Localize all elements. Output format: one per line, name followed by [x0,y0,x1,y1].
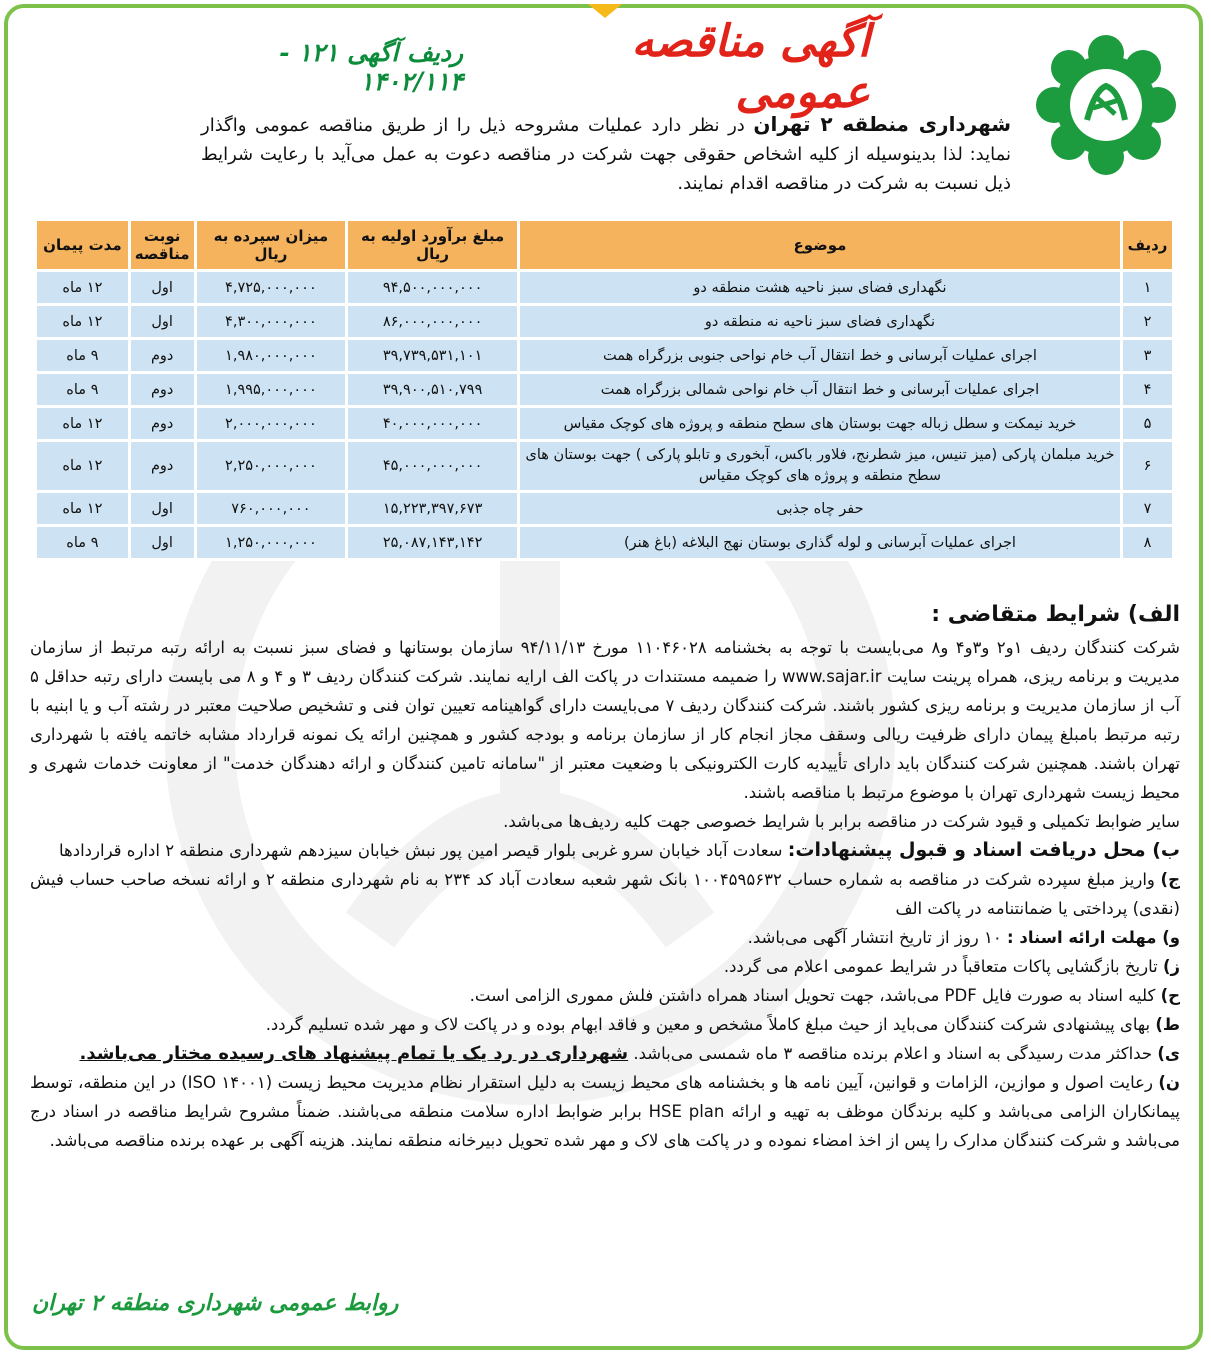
cell-round: اول [129,271,195,305]
cell-row: ۴ [1122,373,1174,407]
section-i-label: ن) [1158,1073,1180,1092]
cell-duration: ۱۲ ماه [36,305,130,339]
cell-subject: حفر چاه جذبی [518,492,1121,526]
cell-duration: ۱۲ ماه [36,407,130,441]
table-row [36,526,1174,560]
table-row [36,305,1174,339]
intro-paragraph [201,110,1011,198]
cell-deposit: ۱,۹۸۰,۰۰۰,۰۰۰ [195,339,347,373]
intro-lead: شهرداری منطقه ۲ تهران [753,112,1011,136]
ad-title [170,16,870,118]
cell-round: دوم [129,407,195,441]
cell-subject: خرید مبلمان پارکی (میز تنیس، میز شطرنج، فلاور باکس، آبخوری و تابلو پارکی ) جهت بوستان های سطح منطقه و پروژه های کوچک مقیاس [518,441,1121,492]
table-row [36,339,1174,373]
cell-row: ۷ [1122,492,1174,526]
title-subtitle: ردیف آگهی ۱۲۱ - ۱۴۰۲/۱۱۴ [279,38,464,96]
section-a-extra: سایر ضوابط تکمیلی و قیود شرکت در مناقصه برابر با شرایط خصوصی جهت کلیه ردیف‌ها می‌باشد. [503,812,1180,831]
section-h-text: حداکثر مدت رسیدگی به اسناد و اعلام برنده مناقصه ۳ ماه شمسی می‌باشد. [628,1044,1158,1063]
table-row [36,492,1174,526]
col-header-deposit: میزان سپرده به ریال [195,220,347,271]
section-h-bold: شهرداری در رد یک یا تمام پیشنهاد های رسیده مختار می‌باشد. [79,1043,629,1064]
cell-subject: اجرای عملیات آبرسانی و لوله گذاری بوستان نهج البلاغه (باغ هنر) [518,526,1121,560]
section-b [30,836,1180,865]
cell-round: دوم [129,339,195,373]
section-g-text: بهای پیشنهادی شرکت کنندگان می‌باید از حیث مبلغ کاملاً مشخص و معین و فاقد ابهام بوده و در پاکت لاک و مهر شده تسلیم گردد. [265,1015,1156,1034]
section-f-label: ح) [1160,986,1180,1005]
cell-estimate: ۲۵,۰۸۷,۱۴۳,۱۴۲ [347,526,519,560]
section-f-text: کلیه اسناد به صورت فایل PDF می‌باشد، جهت تحویل اسناد همراه داشتن فلش مموری الزامی است. [469,986,1161,1005]
footer-signature: روابط عمومی شهرداری منطقه ۲ تهران [32,1290,399,1316]
cell-round: اول [129,492,195,526]
cell-subject: خرید نیمکت و سطل زباله جهت بوستان های سطح منطقه و پروژه های کوچک مقیاس [518,407,1121,441]
section-c-label: ج) [1160,870,1180,889]
cell-deposit: ۲,۲۵۰,۰۰۰,۰۰۰ [195,441,347,492]
section-a-title: الف) شرایط متقاضی : [931,602,1180,627]
cell-estimate: ۴۵,۰۰۰,۰۰۰,۰۰۰ [347,441,519,492]
section-g-label: ط) [1155,1015,1180,1034]
cell-deposit: ۱,۲۵۰,۰۰۰,۰۰۰ [195,526,347,560]
col-header-row: ردیف [1122,220,1174,271]
col-header-estimate: مبلغ برآورد اولیه به ریال [347,220,519,271]
section-d-text: ۱۰ روز از تاریخ انتشار آگهی می‌باشد. [747,928,1008,947]
section-e-text: تاریخ بازگشایی پاکات متعاقباً در شرایط عمومی اعلام می گردد. [723,957,1163,976]
section-h-label: ی) [1157,1044,1180,1063]
section-a-text: شرکت کنندگان ردیف ۱و۲ و۳و۴ و۸ می‌بایست با توجه به بخشنامه ۱۱۰۴۶۰۲۸ مورخ ۹۴/۱۱/۱۳ سازمان بوستانها و فضای سبز نسبت به ارائه رتبه مرتبط از سازمان مدیریت و برنامه ریزی، همراه پرینت سایت www.sajar.ir را ضمیمه مستندات در پاکت الف ارایه نمایند. شرکت کنندگان ردیف ۳ و ۴ و ۸ می بایست دارای رتبه حداقل ۵ آب از سازمان مدیریت و برنامه ریزی کشور باشند. شرکت کنندگان ردیف ۷ می‌بایست دارای گواهینامه تعیین توان فنی و تشخیص صلاحیت معتبر در رشته آب و یا ابنیه با رتبه مرتبط بامبلغ پیمان دارای ظرفیت ریالی وسقف مجاز انجام کار از سازمان برنامه و بودجه کشور و همچنین ارائه یک نمونه قرارداد مشابه خاتمه یافته با شهرداری تهران باشند. همچنین شرکت کنندگان باید دارای تأییدیه کارت الکترونیکی با وضعیت معتبر از "سامانه تامین کنندگان و ارائه دهندگان خدمت" از معاونت خدمات شهری و محیط زیست شهرداری تهران با موضوع مرتبط با مناقصه باشند. [30,638,1181,802]
cell-estimate: ۸۶,۰۰۰,۰۰۰,۰۰۰ [347,305,519,339]
cell-round: دوم [129,373,195,407]
section-c [30,865,1180,923]
section-e [30,952,1180,981]
cell-round: اول [129,526,195,560]
title-main: آگهی مناقصه عمومی [631,16,870,118]
cell-duration: ۹ ماه [36,373,130,407]
cell-duration: ۱۲ ماه [36,441,130,492]
cell-round: دوم [129,441,195,492]
section-b-label: ب) محل دریافت اسناد و قبول پیشنهادات: [787,839,1180,861]
section-g [30,1010,1180,1039]
municipality-logo-icon [1035,34,1177,176]
cell-estimate: ۳۹,۷۳۹,۵۳۱,۱۰۱ [347,339,519,373]
table-row [36,441,1174,492]
section-f [30,981,1180,1010]
section-d [30,923,1180,952]
table-header-row [36,220,1174,271]
tender-table [34,218,1175,561]
table-row [36,407,1174,441]
cell-row: ۳ [1122,339,1174,373]
conditions-section [30,600,1180,1155]
intro-text: در نظر دارد عملیات مشروحه ذیل را از طریق مناقصه عمومی واگذار نماید: لذا بدینوسیله از کلیه اشخاص حقوقی جهت شرکت در مناقصه دعوت به عمل می‌آید با رعایت شرایط ذیل نسبت به شرکت در مناقصه اقدام نمایند. [201,115,1011,194]
col-header-round: نوبت مناقصه [129,220,195,271]
cell-row: ۲ [1122,305,1174,339]
table-row [36,271,1174,305]
section-h [30,1039,1180,1068]
col-header-duration: مدت پیمان [36,220,130,271]
cell-deposit: ۱,۹۹۵,۰۰۰,۰۰۰ [195,373,347,407]
cell-estimate: ۱۵,۲۲۳,۳۹۷,۶۷۳ [347,492,519,526]
cell-subject: نگهداری فضای سبز ناحیه هشت منطقه دو [518,271,1121,305]
cell-estimate: ۳۹,۹۰۰,۵۱۰,۷۹۹ [347,373,519,407]
cell-subject: نگهداری فضای سبز ناحیه نه منطقه دو [518,305,1121,339]
cell-deposit: ۴,۷۲۵,۰۰۰,۰۰۰ [195,271,347,305]
cell-deposit: ۲,۰۰۰,۰۰۰,۰۰۰ [195,407,347,441]
cell-deposit: ۷۶۰,۰۰۰,۰۰۰ [195,492,347,526]
section-b-text: سعادت آباد خیابان سرو غربی بلوار قیصر امین پور نبش خیابان سیزدهم شهرداری منطقه ۲ اداره قراردادها [59,841,788,860]
cell-deposit: ۴,۳۰۰,۰۰۰,۰۰۰ [195,305,347,339]
cell-duration: ۹ ماه [36,526,130,560]
cell-estimate: ۴۰,۰۰۰,۰۰۰,۰۰۰ [347,407,519,441]
cell-row: ۵ [1122,407,1174,441]
section-i [30,1068,1180,1155]
section-i-text: رعایت اصول و موازین، الزامات و قوانین، آیین نامه ها و بخشنامه های محیط زیست به دلیل استقرار نظام مدیریت محیط زیست (ISO ۱۴۰۰۱) در این منطقه، توسط پیمانکاران الزامی می‌باشد و کلیه برندگان موظف به تهیه و ارائه HSE plan برابر ضوابط اداره سلامت منطقه می‌باشند. ضمناً مشروح شرایط مناقصه در اسناد درج می‌باشد و شرکت کنندگان مدارک را پس از اخذ امضاء نموده و در پاکت های لاک و مهر شده تحویل دبیرخانه منطقه نمایند. هزینه آگهی بر عهده برنده مناقصه می‌باشد. [30,1073,1180,1150]
cell-row: ۱ [1122,271,1174,305]
cell-duration: ۱۲ ماه [36,271,130,305]
section-e-label: ز) [1162,957,1180,976]
table-row [36,373,1174,407]
cell-subject: اجرای عملیات آبرسانی و خط انتقال آب خام نواحی جنوبی بزرگراه همت [518,339,1121,373]
cell-round: اول [129,305,195,339]
cell-duration: ۱۲ ماه [36,492,130,526]
section-c-text: واریز مبلغ سپرده شرکت در مناقصه به شماره حساب ۱۰۰۴۵۹۵۶۳۲ بانک شهر شعبه سعادت آباد کد ۲۳۴ به نام شهرداری منطقه ۲ و ارائه نسخه صاحب حساب فیش (نقدی) پرداختی یا ضمانتنامه در پاکت الف [30,870,1180,918]
cell-subject: اجرای عملیات آبرسانی و خط انتقال آب خام نواحی شمالی بزرگراه همت [518,373,1121,407]
cell-duration: ۹ ماه [36,339,130,373]
cell-row: ۶ [1122,441,1174,492]
cell-estimate: ۹۴,۵۰۰,۰۰۰,۰۰۰ [347,271,519,305]
col-header-subject: موضوع [518,220,1121,271]
section-d-label: و) مهلت ارائه اسناد : [1007,928,1180,947]
cell-row: ۸ [1122,526,1174,560]
